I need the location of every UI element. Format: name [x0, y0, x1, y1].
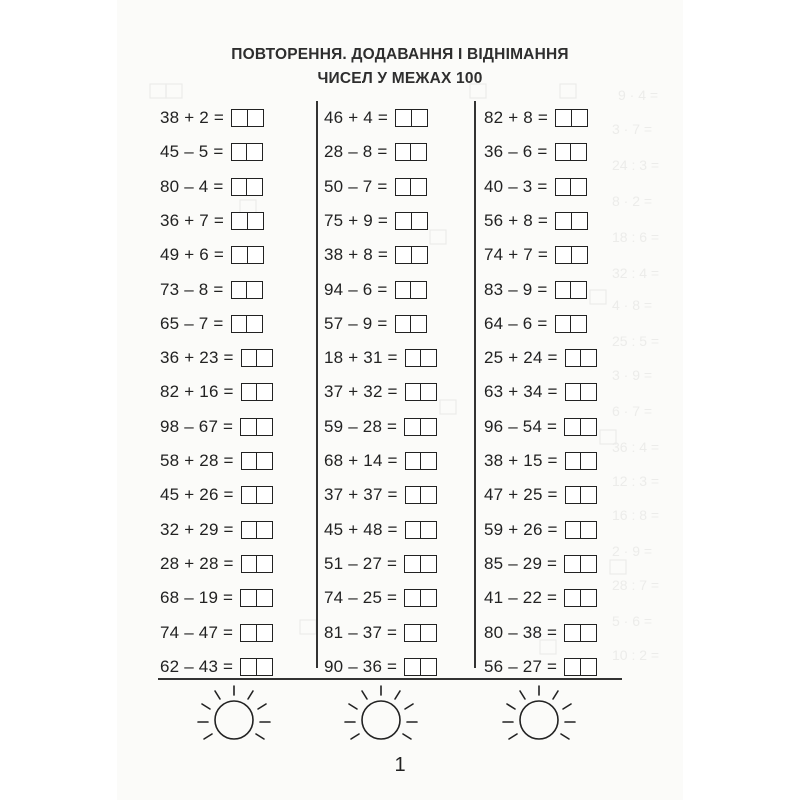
- answer-box-tens[interactable]: [240, 418, 257, 436]
- answer-box-ones[interactable]: [410, 315, 427, 333]
- answer-boxes: [395, 143, 428, 161]
- answer-box-tens[interactable]: [555, 212, 572, 230]
- answer-boxes: [240, 589, 273, 607]
- exercise-row: [160, 585, 273, 611]
- answer-box-ones[interactable]: [420, 349, 437, 367]
- exercise-expression: 45 + 26 =: [160, 485, 234, 505]
- exercise-expression: 38 + 15 =: [484, 451, 558, 470]
- exercise-expression: 82 + 16 =: [160, 382, 234, 402]
- answer-box-tens[interactable]: [564, 624, 581, 642]
- exercise-row: [484, 654, 597, 680]
- exercise-expression: 68 – 19 =: [160, 588, 234, 608]
- answer-boxes: [241, 383, 274, 401]
- exercise-row: [484, 585, 597, 611]
- answer-boxes: [231, 178, 264, 196]
- exercise-expression: 56 + 8 =: [484, 210, 548, 230]
- answer-box-tens[interactable]: [404, 658, 421, 676]
- sun-icon: [192, 682, 276, 748]
- exercise-row: [484, 208, 588, 234]
- answer-boxes: [565, 452, 598, 470]
- answer-box-tens[interactable]: [555, 109, 572, 127]
- exercise-row: [324, 311, 427, 337]
- answer-boxes: [565, 521, 598, 539]
- answer-boxes: [240, 624, 273, 642]
- column-divider-left: [316, 101, 318, 668]
- answer-box-tens[interactable]: [565, 452, 582, 470]
- answer-boxes: [404, 589, 437, 607]
- exercise-expression: 37 + 32 =: [324, 382, 398, 402]
- answer-boxes: [404, 624, 437, 642]
- answer-boxes: [240, 658, 273, 676]
- exercise-expression: 45 + 48 =: [324, 519, 398, 539]
- exercise-expression: 81 – 37 =: [324, 622, 398, 642]
- svg-text:12 : 3 =: 12 : 3 =: [612, 473, 660, 489]
- exercise-row: [324, 620, 437, 646]
- answer-boxes: [555, 143, 588, 161]
- answer-box-ones[interactable]: [420, 418, 437, 436]
- answer-box-ones[interactable]: [580, 383, 597, 401]
- answer-box-ones[interactable]: [570, 281, 587, 299]
- answer-box-tens[interactable]: [555, 178, 572, 196]
- answer-box-ones[interactable]: [420, 624, 437, 642]
- exercise-row: [484, 311, 587, 337]
- exercise-expression: 40 – 3 =: [484, 176, 548, 196]
- exercise-row: [160, 174, 263, 200]
- exercise-expression: 51 – 27 =: [324, 553, 398, 573]
- answer-box-ones[interactable]: [420, 589, 437, 607]
- answer-boxes: [564, 589, 597, 607]
- exercise-expression: 28 – 8 =: [324, 142, 388, 162]
- exercise-expression: 68 + 14 =: [324, 451, 398, 470]
- exercise-row: [160, 414, 273, 440]
- answer-box-tens[interactable]: [564, 555, 581, 573]
- exercise-expression: 98 – 67 =: [160, 416, 234, 436]
- answer-boxes: [555, 315, 588, 333]
- answer-box-tens[interactable]: [555, 281, 572, 299]
- answer-box-tens[interactable]: [404, 624, 421, 642]
- answer-box-tens[interactable]: [564, 418, 581, 436]
- answer-box-tens[interactable]: [231, 246, 248, 264]
- answer-box-tens[interactable]: [395, 281, 412, 299]
- answer-box-ones[interactable]: [256, 589, 273, 607]
- exercise-row: [484, 139, 587, 165]
- answer-boxes: [231, 109, 264, 127]
- answer-box-tens[interactable]: [231, 143, 248, 161]
- exercise-expression: 25 + 24 =: [484, 348, 558, 368]
- exercise-expression: 82 + 8 =: [484, 108, 548, 127]
- answer-box-tens[interactable]: [565, 383, 582, 401]
- svg-text:16 : 8 =: 16 : 8 =: [612, 507, 660, 523]
- exercise-expression: 75 + 9 =: [324, 210, 388, 230]
- answer-box-ones[interactable]: [580, 555, 597, 573]
- exercise-expression: 28 + 28 =: [160, 553, 234, 573]
- answer-box-ones[interactable]: [246, 143, 263, 161]
- bottom-rule: [158, 678, 622, 680]
- answer-boxes: [404, 418, 437, 436]
- exercise-row: [324, 379, 437, 405]
- svg-text:4 · 8 =: 4 · 8 =: [612, 297, 653, 313]
- exercise-row: [160, 654, 273, 680]
- answer-boxes: [405, 383, 438, 401]
- answer-boxes: [395, 246, 428, 264]
- answer-boxes: [395, 212, 428, 230]
- answer-box-tens[interactable]: [231, 315, 248, 333]
- answer-box-tens[interactable]: [555, 315, 572, 333]
- svg-text:32 : 4 =: 32 : 4 =: [612, 265, 660, 281]
- answer-box-tens[interactable]: [395, 143, 412, 161]
- answer-box-tens[interactable]: [405, 521, 422, 539]
- exercise-row: [484, 277, 587, 303]
- svg-text:36 : 4 =: 36 : 4 =: [612, 439, 660, 455]
- exercise-row: [160, 242, 264, 268]
- exercise-row: [160, 311, 263, 337]
- answer-box-tens[interactable]: [395, 109, 412, 127]
- answer-box-ones[interactable]: [256, 486, 273, 504]
- answer-box-tens[interactable]: [405, 452, 422, 470]
- answer-box-tens[interactable]: [240, 624, 257, 642]
- answer-box-ones[interactable]: [580, 658, 597, 676]
- answer-box-ones[interactable]: [410, 281, 427, 299]
- page-number: 1: [394, 754, 406, 776]
- answer-box-tens[interactable]: [405, 486, 422, 504]
- svg-text:3 · 9 =: 3 · 9 =: [612, 367, 653, 383]
- answer-boxes: [564, 418, 597, 436]
- exercise-row: [324, 208, 428, 234]
- exercise-expression: 37 + 37 =: [324, 485, 398, 505]
- exercise-expression: 57 – 9 =: [324, 313, 388, 333]
- exercise-expression: 18 + 31 =: [324, 348, 398, 368]
- answer-box-ones[interactable]: [571, 246, 588, 264]
- exercise-row: [160, 620, 273, 646]
- exercise-expression: 74 – 25 =: [324, 588, 398, 608]
- answer-box-tens[interactable]: [231, 178, 248, 196]
- answer-box-ones[interactable]: [411, 109, 428, 127]
- answer-boxes: [405, 349, 438, 367]
- answer-box-ones[interactable]: [420, 521, 437, 539]
- exercise-row: [160, 448, 273, 474]
- answer-boxes: [241, 452, 274, 470]
- answer-box-tens[interactable]: [241, 383, 258, 401]
- exercise-expression: 85 – 29 =: [484, 553, 558, 573]
- answer-boxes: [555, 212, 588, 230]
- exercise-expression: 62 – 43 =: [160, 656, 234, 676]
- exercise-row: [160, 139, 263, 165]
- answer-box-ones[interactable]: [571, 212, 588, 230]
- exercise-row: [160, 551, 273, 577]
- answer-box-tens[interactable]: [395, 212, 412, 230]
- exercise-expression: 83 – 9 =: [484, 279, 548, 299]
- exercise-expression: 36 + 23 =: [160, 348, 234, 368]
- answer-box-tens[interactable]: [405, 383, 422, 401]
- exercise-expression: 46 + 4 =: [324, 108, 388, 127]
- answer-box-ones[interactable]: [256, 555, 273, 573]
- exercise-row: [324, 242, 428, 268]
- exercise-row: [484, 448, 597, 474]
- answer-box-ones[interactable]: [420, 452, 437, 470]
- svg-text:6 · 7 =: 6 · 7 =: [612, 403, 653, 419]
- answer-box-tens[interactable]: [564, 589, 581, 607]
- answer-box-ones[interactable]: [580, 349, 597, 367]
- answer-boxes: [404, 555, 437, 573]
- svg-text:28 : 7 =: 28 : 7 =: [612, 577, 660, 593]
- answer-box-ones[interactable]: [420, 383, 437, 401]
- answer-box-tens[interactable]: [241, 486, 258, 504]
- answer-box-ones[interactable]: [256, 452, 273, 470]
- answer-boxes: [231, 246, 264, 264]
- answer-boxes: [405, 521, 438, 539]
- answer-box-tens[interactable]: [405, 349, 422, 367]
- answer-box-ones[interactable]: [246, 315, 263, 333]
- answer-boxes: [241, 349, 274, 367]
- exercise-row: [324, 277, 427, 303]
- exercise-row: [324, 174, 427, 200]
- worksheet-title-line-2: ЧИСЕЛ У МЕЖАХ 100: [317, 70, 483, 87]
- answer-box-ones[interactable]: [256, 383, 273, 401]
- answer-boxes: [565, 349, 598, 367]
- exercise-row: [484, 345, 597, 371]
- exercise-row: [324, 414, 437, 440]
- answer-box-ones[interactable]: [256, 521, 273, 539]
- answer-boxes: [405, 486, 438, 504]
- exercise-expression: 80 – 38 =: [484, 622, 558, 642]
- answer-box-tens[interactable]: [565, 349, 582, 367]
- answer-box-tens[interactable]: [564, 658, 581, 676]
- answer-boxes: [241, 486, 274, 504]
- answer-boxes: [555, 109, 588, 127]
- answer-boxes: [231, 143, 264, 161]
- exercise-row: [484, 482, 597, 508]
- exercise-row: [160, 345, 273, 371]
- exercise-row: [484, 174, 587, 200]
- answer-boxes: [555, 246, 588, 264]
- exercise-row: [160, 482, 273, 508]
- exercise-row: [324, 139, 427, 165]
- exercise-expression: 47 + 25 =: [484, 485, 558, 505]
- svg-text:25 : 5 =: 25 : 5 =: [612, 333, 660, 349]
- answer-boxes: [241, 521, 274, 539]
- answer-box-tens[interactable]: [395, 315, 412, 333]
- exercise-row: [484, 551, 597, 577]
- answer-box-ones[interactable]: [256, 418, 273, 436]
- answer-boxes: [564, 658, 597, 676]
- answer-box-ones[interactable]: [570, 143, 587, 161]
- answer-box-ones[interactable]: [580, 486, 597, 504]
- exercise-row: [160, 277, 263, 303]
- answer-box-tens[interactable]: [404, 418, 421, 436]
- sun-icon: [339, 682, 423, 748]
- exercise-expression: 36 – 6 =: [484, 142, 548, 162]
- svg-text:2 · 9 =: 2 · 9 =: [612, 543, 653, 559]
- answer-box-ones[interactable]: [411, 212, 428, 230]
- answer-box-tens[interactable]: [231, 109, 248, 127]
- answer-box-ones[interactable]: [256, 658, 273, 676]
- sun-icon: [497, 682, 581, 748]
- answer-box-tens[interactable]: [241, 452, 258, 470]
- answer-box-ones[interactable]: [411, 246, 428, 264]
- answer-boxes: [565, 383, 598, 401]
- exercise-expression: 96 – 54 =: [484, 416, 558, 436]
- answer-box-ones[interactable]: [247, 212, 264, 230]
- answer-boxes: [395, 178, 428, 196]
- exercise-expression: 65 – 7 =: [160, 313, 224, 333]
- exercise-row: [324, 345, 437, 371]
- answer-box-tens[interactable]: [241, 555, 258, 573]
- svg-text:24 : 3 =: 24 : 3 =: [612, 157, 660, 173]
- exercise-row: [160, 517, 273, 543]
- answer-boxes: [405, 452, 438, 470]
- exercise-row: [484, 414, 597, 440]
- exercise-expression: 38 + 2 =: [160, 108, 224, 127]
- answer-box-tens[interactable]: [240, 589, 257, 607]
- answer-box-tens[interactable]: [555, 246, 572, 264]
- exercise-expression: 41 – 22 =: [484, 588, 558, 608]
- exercise-expression: 63 + 34 =: [484, 382, 558, 402]
- answer-box-ones[interactable]: [580, 624, 597, 642]
- answer-boxes: [231, 212, 264, 230]
- answer-box-tens[interactable]: [231, 212, 248, 230]
- answer-box-ones[interactable]: [580, 418, 597, 436]
- answer-boxes: [555, 178, 588, 196]
- svg-text:5 · 6 =: 5 · 6 =: [612, 613, 653, 629]
- answer-boxes: [231, 281, 264, 299]
- answer-boxes: [240, 418, 273, 436]
- answer-box-ones[interactable]: [580, 589, 597, 607]
- exercise-expression: 74 + 7 =: [484, 245, 548, 265]
- answer-box-ones[interactable]: [580, 452, 597, 470]
- svg-text:18 : 6 =: 18 : 6 =: [612, 229, 660, 245]
- exercise-row: [324, 517, 437, 543]
- answer-box-ones[interactable]: [246, 178, 263, 196]
- exercise-row: [484, 517, 597, 543]
- answer-box-tens[interactable]: [555, 143, 572, 161]
- answer-box-ones[interactable]: [420, 555, 437, 573]
- answer-boxes: [395, 281, 428, 299]
- answer-boxes: [565, 486, 598, 504]
- exercise-expression: 56 – 27 =: [484, 656, 558, 676]
- column-divider-right: [474, 101, 476, 668]
- exercise-row: [484, 105, 588, 131]
- answer-box-tens[interactable]: [241, 349, 258, 367]
- exercise-expression: 38 + 8 =: [324, 245, 388, 265]
- answer-box-ones[interactable]: [410, 143, 427, 161]
- exercise-row: [324, 105, 428, 131]
- answer-box-ones[interactable]: [570, 178, 587, 196]
- answer-boxes: [404, 658, 437, 676]
- answer-box-ones[interactable]: [580, 521, 597, 539]
- answer-box-ones[interactable]: [420, 486, 437, 504]
- answer-boxes: [241, 555, 274, 573]
- answer-box-ones[interactable]: [420, 658, 437, 676]
- answer-box-ones[interactable]: [247, 109, 264, 127]
- answer-box-tens[interactable]: [404, 589, 421, 607]
- answer-box-ones[interactable]: [247, 246, 264, 264]
- answer-boxes: [555, 281, 588, 299]
- answer-boxes: [395, 109, 428, 127]
- answer-boxes: [395, 315, 428, 333]
- exercise-expression: 64 – 6 =: [484, 313, 548, 333]
- answer-box-tens[interactable]: [395, 246, 412, 264]
- worksheet-title-line-1: ПОВТОРЕННЯ. ДОДАВАННЯ І ВІДНІМАННЯ: [231, 46, 569, 63]
- answer-box-ones[interactable]: [570, 315, 587, 333]
- exercise-row: [484, 379, 597, 405]
- exercise-row: [160, 208, 264, 234]
- answer-box-tens[interactable]: [395, 178, 412, 196]
- exercise-row: [160, 105, 264, 131]
- answer-box-tens[interactable]: [231, 281, 248, 299]
- svg-text:8 · 2 =: 8 · 2 =: [612, 193, 653, 209]
- answer-box-tens[interactable]: [404, 555, 421, 573]
- exercise-row: [324, 585, 437, 611]
- exercise-expression: 32 + 29 =: [160, 519, 234, 539]
- answer-box-ones[interactable]: [410, 178, 427, 196]
- svg-text:9 · 4 =: 9 · 4 =: [618, 87, 659, 103]
- answer-boxes: [564, 555, 597, 573]
- exercise-expression: 80 – 4 =: [160, 176, 224, 196]
- exercise-row: [484, 242, 588, 268]
- answer-boxes: [231, 315, 264, 333]
- answer-box-tens[interactable]: [240, 658, 257, 676]
- exercise-expression: 49 + 6 =: [160, 245, 224, 265]
- exercise-row: [484, 620, 597, 646]
- exercise-expression: 59 – 28 =: [324, 416, 398, 436]
- exercise-row: [324, 551, 437, 577]
- exercise-expression: 73 – 8 =: [160, 279, 224, 299]
- answer-box-ones[interactable]: [571, 109, 588, 127]
- svg-text:3 · 7 =: 3 · 7 =: [612, 121, 653, 137]
- exercise-row: [324, 448, 437, 474]
- exercise-expression: 50 – 7 =: [324, 176, 388, 196]
- exercise-expression: 36 + 7 =: [160, 210, 224, 230]
- answer-box-tens[interactable]: [565, 521, 582, 539]
- exercise-expression: 90 – 36 =: [324, 656, 398, 676]
- answer-box-tens[interactable]: [565, 486, 582, 504]
- exercise-row: [160, 379, 273, 405]
- answer-box-ones[interactable]: [256, 349, 273, 367]
- exercise-expression: 74 – 47 =: [160, 622, 234, 642]
- exercise-row: [324, 654, 437, 680]
- svg-text:10 : 2 =: 10 : 2 =: [612, 647, 660, 663]
- answer-boxes: [564, 624, 597, 642]
- exercise-expression: 45 – 5 =: [160, 142, 224, 162]
- exercise-expression: 59 + 26 =: [484, 519, 558, 539]
- exercise-expression: 94 – 6 =: [324, 279, 388, 299]
- answer-box-ones[interactable]: [256, 624, 273, 642]
- answer-box-ones[interactable]: [246, 281, 263, 299]
- exercise-row: [324, 482, 437, 508]
- answer-box-tens[interactable]: [241, 521, 258, 539]
- exercise-expression: 58 + 28 =: [160, 451, 234, 470]
